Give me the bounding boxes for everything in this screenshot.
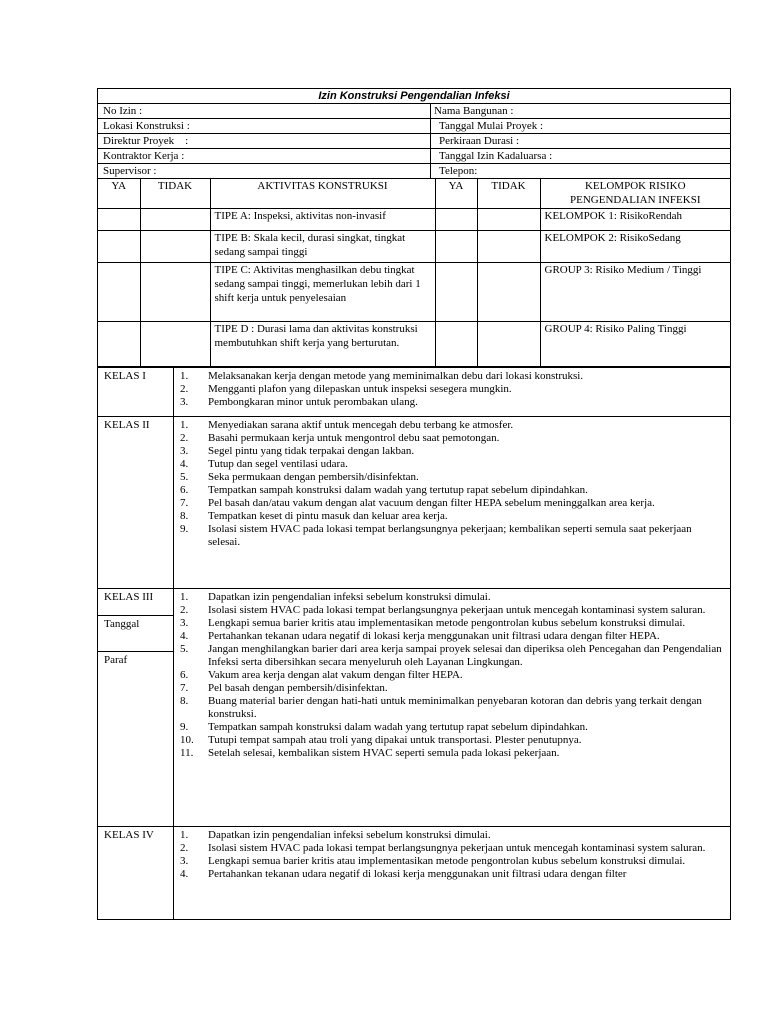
kelas-2-section xyxy=(98,416,730,588)
list-item: 1. Dapatkan izin pengendalian infeksi sebelum konstruksi dimulai. xyxy=(180,590,491,603)
tidak-checkbox-cell[interactable] xyxy=(140,230,210,262)
col-ya-2: YA xyxy=(435,179,477,208)
ya-checkbox-cell[interactable] xyxy=(435,321,477,366)
kelompok-cell: GROUP 4: Risiko Paling Tinggi xyxy=(540,321,730,366)
lokasi-konstruksi-field[interactable]: Lokasi Konstruksi : xyxy=(98,119,431,133)
kelas-4-section xyxy=(98,826,730,921)
list-item: 2. Isolasi sistem HVAC pada lokasi tempat berlangsungnya pekerjaan untuk mencegah kontaminasi system saluran. xyxy=(180,603,706,616)
aktivitas-cell: TIPE B: Skala kecil, durasi singkat, tingkat sedang sampai tinggi xyxy=(210,230,435,262)
kelas-3-left-column xyxy=(98,589,174,826)
aktivitas-cell: TIPE C: Aktivitas menghasilkan debu tingkat sedang sampai tinggi, memerlukan lebih dari 1 shift kerja untuk penyelesaian xyxy=(210,262,435,321)
list-item: 3. Pembongkaran minor untuk perombakan ulang. xyxy=(180,395,418,408)
activity-table xyxy=(98,179,730,367)
list-item: 1. Melaksanakan kerja dengan metode yang meminimalkan debu dari lokasi konstruksi. xyxy=(180,369,584,382)
kelas-1-label: KELAS I xyxy=(98,368,174,416)
list-item: 7. Pel basah dan/atau vakum dengan alat vacuum dengan filter HEPA sebelum meninggalkan area kerja. xyxy=(180,496,655,509)
tanggal-kadaluarsa-field[interactable]: Tanggal Izin Kadaluarsa : xyxy=(439,150,553,162)
form-title: Izin Konstruksi Pengendalian Infeksi xyxy=(98,89,730,104)
tidak-checkbox-cell[interactable] xyxy=(477,208,540,230)
kelas-3-label: KELAS III xyxy=(98,589,173,616)
supervisor-field[interactable]: Supervisor : xyxy=(98,164,431,178)
kelompok-cell: KELOMPOK 2: RisikoSedang xyxy=(540,230,730,262)
list-item: 5. Seka permukaan dengan pembersih/disinfektan. xyxy=(180,470,419,483)
list-item: 2. Isolasi sistem HVAC pada lokasi tempat berlangsungnya pekerjaan untuk mencegah kontaminasi system saluran. xyxy=(180,841,706,854)
tidak-checkbox-cell[interactable] xyxy=(140,321,210,366)
direktur-proyek-field[interactable]: Direktur Proyek : xyxy=(98,134,431,148)
tanggal-mulai-field[interactable]: Tanggal Mulai Proyek : xyxy=(439,120,544,132)
list-item: 9. Tempatkan sampah konstruksi dalam wadah yang tertutup rapat sebelum dipindahkan. xyxy=(180,720,588,733)
list-item: 3. Segel pintu yang tidak terpakai dengan lakban. xyxy=(180,444,415,457)
kelas-3-section xyxy=(98,588,730,826)
col-ya: YA xyxy=(98,179,140,208)
list-item: 6. Vakum area kerja dengan alat vakum dengan filter HEPA. xyxy=(180,668,463,681)
nama-bangunan-field[interactable]: Nama Bangunan : xyxy=(434,105,514,117)
ya-checkbox-cell[interactable] xyxy=(435,208,477,230)
header-row-lokasi xyxy=(98,119,730,134)
activity-row-tipe-a xyxy=(98,208,730,230)
ya-checkbox-cell[interactable] xyxy=(98,230,140,262)
kelas-4-label: KELAS IV xyxy=(98,827,174,921)
ya-checkbox-cell[interactable] xyxy=(435,230,477,262)
activity-row-tipe-c xyxy=(98,262,730,321)
tidak-checkbox-cell[interactable] xyxy=(477,262,540,321)
tidak-checkbox-cell[interactable] xyxy=(477,230,540,262)
paraf-field[interactable]: Paraf xyxy=(104,653,128,666)
perkiraan-durasi-field[interactable]: Perkiraan Durasi : xyxy=(439,135,520,147)
ya-checkbox-cell[interactable] xyxy=(98,321,140,366)
list-item: 2. Basahi permukaan kerja untuk mengontrol debu saat pemotongan. xyxy=(180,431,500,444)
list-item: 3. Lengkapi semua barier kritis atau implementasikan metode pengontrolan kubus sebelum konstruksi dimulai. xyxy=(180,616,686,629)
list-item: 8. Tempatkan keset di pintu masuk dan keluar area kerja. xyxy=(180,509,448,522)
kelompok-cell: GROUP 3: Risiko Medium / Tinggi xyxy=(540,262,730,321)
list-item: 3. Lengkapi semua barier kritis atau implementasikan metode pengontrolan kubus sebelum konstruksi dimulai. xyxy=(180,854,686,867)
col-kelompok: KELOMPOK RISIKO PENGENDALIAN INFEKSI xyxy=(540,179,730,208)
header-row-direktur xyxy=(98,134,730,149)
col-tidak-2: TIDAK xyxy=(477,179,540,208)
kontraktor-kerja-field[interactable]: Kontraktor Kerja : xyxy=(98,149,431,163)
tidak-checkbox-cell[interactable] xyxy=(140,262,210,321)
activity-header-row xyxy=(98,179,730,208)
telepon-field[interactable]: Telepon: xyxy=(439,165,478,177)
list-item: 2. Mengganti plafon yang dilepaskan untuk inspeksi sesegera mungkin. xyxy=(180,382,512,395)
list-item: 10. Tutupi tempat sampah atau troli yang dipakai untuk transportasi. Plester penutupnya. xyxy=(180,733,582,746)
aktivitas-cell: TIPE D : Durasi lama dan aktivitas konstruksi membutuhkan shift kerja yang berturutan. xyxy=(210,321,435,366)
ya-checkbox-cell[interactable] xyxy=(435,262,477,321)
list-item: 9. Isolasi sistem HVAC pada lokasi tempat berlangsungnya pekerjaan; kembalikan seperti semula saat pekerjaan selesai. xyxy=(180,522,692,548)
list-item: 4. Pertahankan tekanan udara negatif di lokasi kerja menggunakan unit filtrasi udara dengan filter HEPA. xyxy=(180,629,660,642)
list-item: 4. Pertahankan tekanan udara negatif di lokasi kerja menggunakan unit filtrasi udara dengan filter xyxy=(180,867,627,880)
aktivitas-cell: TIPE A: Inspeksi, aktivitas non-invasif xyxy=(210,208,435,230)
list-item: 5. Jangan menghilangkan barier dari area kerja sampai proyek selesai dan diperiksa oleh Pencegahan dan Pengendalian Infeksi serta dibersihkan secara menyeluruh oleh Layanan Lingkungan. xyxy=(180,642,722,668)
header-row-kontraktor xyxy=(98,149,730,164)
list-item: 1. Dapatkan izin pengendalian infeksi sebelum konstruksi dimulai. xyxy=(180,828,491,841)
ya-checkbox-cell[interactable] xyxy=(98,208,140,230)
col-aktivitas: AKTIVITAS KONSTRUKSI xyxy=(210,179,435,208)
ya-checkbox-cell[interactable] xyxy=(98,262,140,321)
no-izin-field[interactable]: No Izin : xyxy=(98,104,431,118)
list-item: 4. Tutup dan segel ventilasi udara. xyxy=(180,457,348,470)
tidak-checkbox-cell[interactable] xyxy=(477,321,540,366)
activity-row-tipe-d xyxy=(98,321,730,366)
kelas-1-section xyxy=(98,367,730,416)
list-item: 6. Tempatkan sampah konstruksi dalam wadah yang tertutup rapat sebelum dipindahkan. xyxy=(180,483,588,496)
list-item: 11. Setelah selesai, kembalikan sistem HVAC seperti semula pada lokasi pekerjaan. xyxy=(180,746,560,759)
kelas-2-label: KELAS II xyxy=(98,417,174,588)
activity-row-tipe-b xyxy=(98,230,730,262)
tanggal-field[interactable]: Tanggal xyxy=(98,616,173,652)
kelompok-cell: KELOMPOK 1: RisikoRendah xyxy=(540,208,730,230)
list-item: 7. Pel basah dengan pembersih/disinfektan. xyxy=(180,681,388,694)
list-item: 8. Buang material barier dengan hati-hati untuk meminimalkan penyebaran kotoran dan debris yang terkait dengan konstruksi. xyxy=(180,694,702,720)
header-row-no-izin xyxy=(98,104,730,119)
col-tidak: TIDAK xyxy=(140,179,210,208)
tidak-checkbox-cell[interactable] xyxy=(140,208,210,230)
permit-form xyxy=(97,88,731,920)
header-row-supervisor xyxy=(98,164,730,179)
list-item: 1. Menyediakan sarana aktif untuk mencegah debu terbang ke atmosfer. xyxy=(180,418,514,431)
